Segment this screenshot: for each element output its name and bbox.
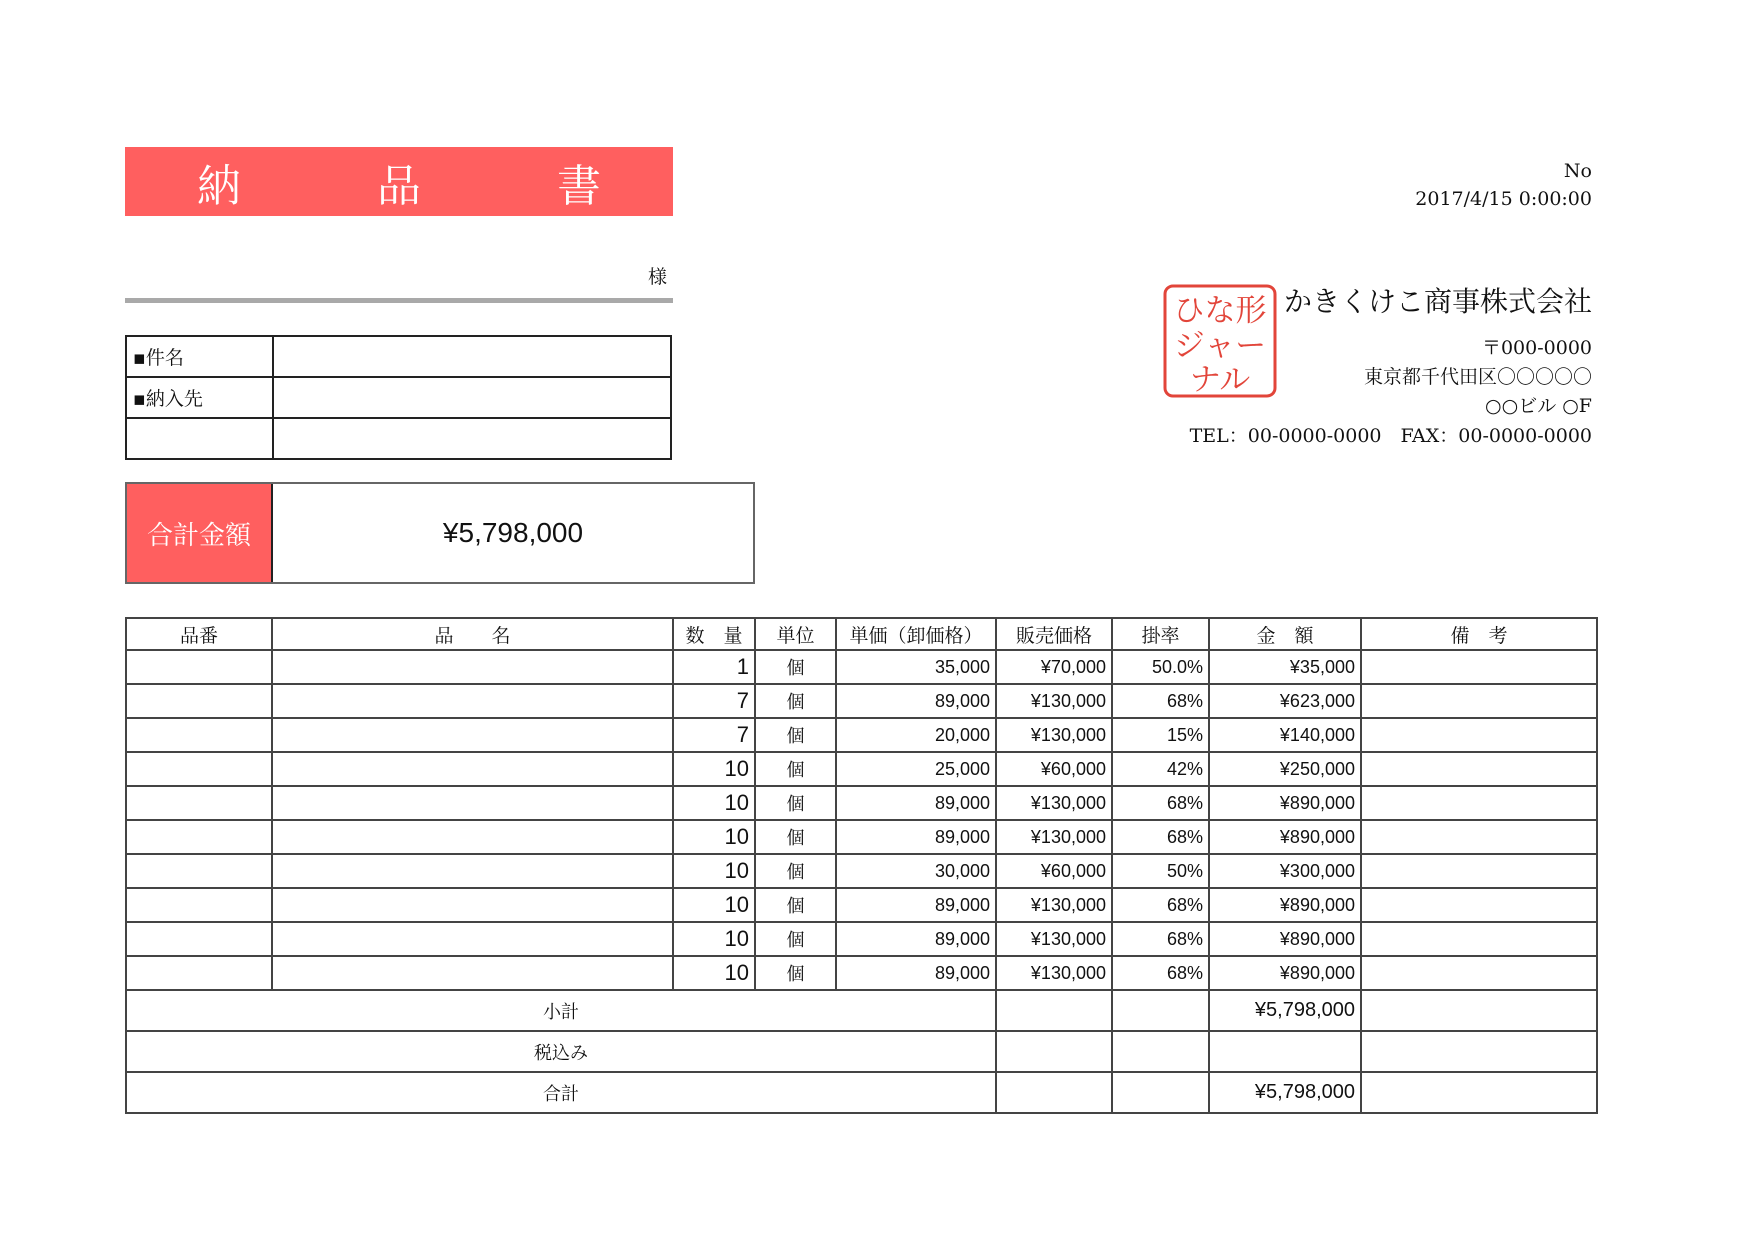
total-amount-label: 合計金額 [127,484,273,582]
cell-unit-price[interactable]: 89,000 [836,786,996,820]
cell-rate[interactable]: 68% [1112,956,1209,990]
header-amount: 金 額 [1209,618,1361,650]
table-row [126,888,1597,922]
cell-amount[interactable]: ¥623,000 [1209,684,1361,718]
cell-sale-price[interactable]: ¥130,000 [996,684,1112,718]
cell-code[interactable] [126,752,272,786]
cell-rate[interactable]: 15% [1112,718,1209,752]
subtotal-blank-1 [996,990,1112,1031]
blank-row [126,418,671,459]
cell-unit-price[interactable]: 89,000 [836,956,996,990]
total-amount-value: ¥5,798,000 [442,517,584,548]
items-table [125,617,1598,1114]
blank-value[interactable] [273,418,671,459]
cell-sale-price[interactable]: ¥130,000 [996,888,1112,922]
table-row [126,684,1597,718]
grand-total-row [126,1072,1597,1113]
cell-code[interactable] [126,888,272,922]
cell-rate[interactable]: 42% [1112,752,1209,786]
header-sale-price: 販売価格 [996,618,1112,650]
cell-code[interactable] [126,854,272,888]
cell-unit[interactable]: 個 [755,650,836,684]
cell-name[interactable] [272,752,673,786]
cell-unit[interactable]: 個 [755,752,836,786]
cell-note[interactable] [1361,650,1597,684]
cell-note[interactable] [1361,956,1597,990]
cell-unit[interactable]: 個 [755,820,836,854]
header-name: 品 名 [272,618,673,650]
cell-amount[interactable]: ¥250,000 [1209,752,1361,786]
header-rate: 掛率 [1112,618,1209,650]
cell-rate[interactable]: 68% [1112,786,1209,820]
cell-amount[interactable]: ¥890,000 [1209,820,1361,854]
cell-name[interactable] [272,786,673,820]
delivery-label: ▪納入先 [126,377,273,418]
cell-sale-price[interactable]: ¥130,000 [996,820,1112,854]
cell-code[interactable] [126,650,272,684]
cell-qty[interactable]: 10 [673,854,755,888]
cell-name[interactable] [272,922,673,956]
cell-unit-price[interactable]: 30,000 [836,854,996,888]
cell-name[interactable] [272,956,673,990]
cell-unit-price[interactable]: 35,000 [836,650,996,684]
table-row [126,922,1597,956]
cell-unit-price[interactable]: 89,000 [836,888,996,922]
subtotal-label: 小計 [126,990,996,1031]
tax-row [126,1031,1597,1072]
cell-unit-price[interactable]: 25,000 [836,752,996,786]
cell-rate[interactable]: 50.0% [1112,650,1209,684]
cell-code[interactable] [126,922,272,956]
cell-sale-price[interactable]: ¥60,000 [996,854,1112,888]
cell-name[interactable] [272,820,673,854]
cell-sale-price[interactable]: ¥130,000 [996,922,1112,956]
cell-name[interactable] [272,684,673,718]
header-unit-price: 単価（卸価格） [836,618,996,650]
cell-note[interactable] [1361,752,1597,786]
cell-note[interactable] [1361,888,1597,922]
company-tel-fax: TEL：00-0000-0000 FAX：00-0000-0000 [1189,425,1592,447]
cell-amount[interactable]: ¥300,000 [1209,854,1361,888]
cell-unit[interactable]: 個 [755,684,836,718]
cell-unit[interactable]: 個 [755,718,836,752]
grand-total-amount: ¥5,798,000 [1209,1072,1361,1113]
cell-sale-price[interactable]: ¥70,000 [996,650,1112,684]
document-number-label: No [1563,160,1592,182]
table-header-row [126,618,1597,650]
cell-qty[interactable]: 7 [673,718,755,752]
cell-name[interactable] [272,854,673,888]
company-address-2: ○○ビル ○F [1485,395,1592,417]
subject-value[interactable] [273,336,671,377]
cell-sale-price[interactable]: ¥60,000 [996,752,1112,786]
table-row [126,752,1597,786]
tax-blank-1 [996,1031,1112,1072]
cell-qty[interactable]: 10 [673,888,755,922]
cell-qty[interactable]: 1 [673,650,755,684]
cell-unit-price[interactable]: 89,000 [836,922,996,956]
cell-unit[interactable]: 個 [755,888,836,922]
delivery-row [126,377,671,418]
subtotal-blank-2 [1112,990,1209,1031]
cell-qty[interactable]: 10 [673,956,755,990]
cell-note[interactable] [1361,718,1597,752]
document-title: 納 品 書 [125,147,673,216]
cell-sale-price[interactable]: ¥130,000 [996,718,1112,752]
seal-text-line-2: ジャー [1173,328,1267,364]
cell-unit-price[interactable]: 20,000 [836,718,996,752]
cell-amount[interactable]: ¥140,000 [1209,718,1361,752]
cell-sale-price[interactable]: ¥130,000 [996,956,1112,990]
cell-qty[interactable]: 10 [673,922,755,956]
cell-unit[interactable]: 個 [755,922,836,956]
cell-name[interactable] [272,650,673,684]
tax-blank-2 [1112,1031,1209,1072]
cell-code[interactable] [126,820,272,854]
cell-note[interactable] [1361,684,1597,718]
cell-code[interactable] [126,956,272,990]
cell-name[interactable] [272,888,673,922]
company-seal-icon [1162,283,1278,399]
header-unit: 単位 [755,618,836,650]
cell-code[interactable] [126,718,272,752]
grand-total-note [1361,1072,1597,1113]
cell-rate[interactable]: 68% [1112,922,1209,956]
subtotal-row [126,990,1597,1031]
cell-qty[interactable]: 10 [673,786,755,820]
header-code: 品番 [126,618,272,650]
grand-total-blank-2 [1112,1072,1209,1113]
cell-note[interactable] [1361,820,1597,854]
cell-code[interactable] [126,684,272,718]
cell-amount[interactable]: ¥35,000 [1209,650,1361,684]
cell-qty[interactable]: 7 [673,684,755,718]
grand-total-label: 合計 [126,1072,996,1113]
company-postal: 〒000-0000 [1481,337,1592,359]
cell-qty[interactable]: 10 [673,752,755,786]
company-name: かきくけこ商事株式会社 [1283,285,1592,318]
subtotal-note [1361,990,1597,1031]
cell-code[interactable] [126,786,272,820]
cell-amount[interactable]: ¥890,000 [1209,888,1361,922]
tax-note [1361,1031,1597,1072]
grand-total-blank-1 [996,1072,1112,1113]
document-date: 2017/4/15 0:00:00 [1415,188,1592,210]
subject-label: ▪件名 [126,336,273,377]
cell-rate[interactable]: 68% [1112,820,1209,854]
recipient-honorific: 様 [648,266,668,288]
cell-rate[interactable]: 68% [1112,888,1209,922]
table-row [126,718,1597,752]
cell-unit[interactable]: 個 [755,786,836,820]
cell-unit-price[interactable]: 89,000 [836,820,996,854]
cell-unit-price[interactable]: 89,000 [836,684,996,718]
cell-rate[interactable]: 50% [1112,854,1209,888]
tax-label: 税込み [126,1031,996,1072]
cell-amount[interactable]: ¥890,000 [1209,956,1361,990]
table-row [126,820,1597,854]
tax-amount [1209,1031,1361,1072]
cell-note[interactable] [1361,786,1597,820]
cell-note[interactable] [1361,922,1597,956]
table-row [126,956,1597,990]
company-address-1: 東京都千代田区〇〇〇〇〇 [1363,366,1592,388]
subject-row [126,336,671,377]
recipient-underline [125,298,673,303]
cell-note[interactable] [1361,854,1597,888]
cell-unit[interactable]: 個 [755,854,836,888]
subtotal-amount: ¥5,798,000 [1209,990,1361,1031]
delivery-value[interactable] [273,377,671,418]
blank-label [126,418,273,459]
info-table [125,335,672,460]
seal-text-line-1: ひな形 [1173,293,1267,329]
cell-sale-price[interactable]: ¥130,000 [996,786,1112,820]
cell-qty[interactable]: 10 [673,820,755,854]
cell-amount[interactable]: ¥890,000 [1209,922,1361,956]
header-qty: 数 量 [673,618,755,650]
total-amount-box [125,482,755,584]
table-row [126,854,1597,888]
seal-text-line-3: ナル [1189,362,1251,398]
table-row [126,650,1597,684]
cell-rate[interactable]: 68% [1112,684,1209,718]
cell-amount[interactable]: ¥890,000 [1209,786,1361,820]
table-row [126,786,1597,820]
cell-unit[interactable]: 個 [755,956,836,990]
cell-name[interactable] [272,718,673,752]
header-note: 備 考 [1361,618,1597,650]
